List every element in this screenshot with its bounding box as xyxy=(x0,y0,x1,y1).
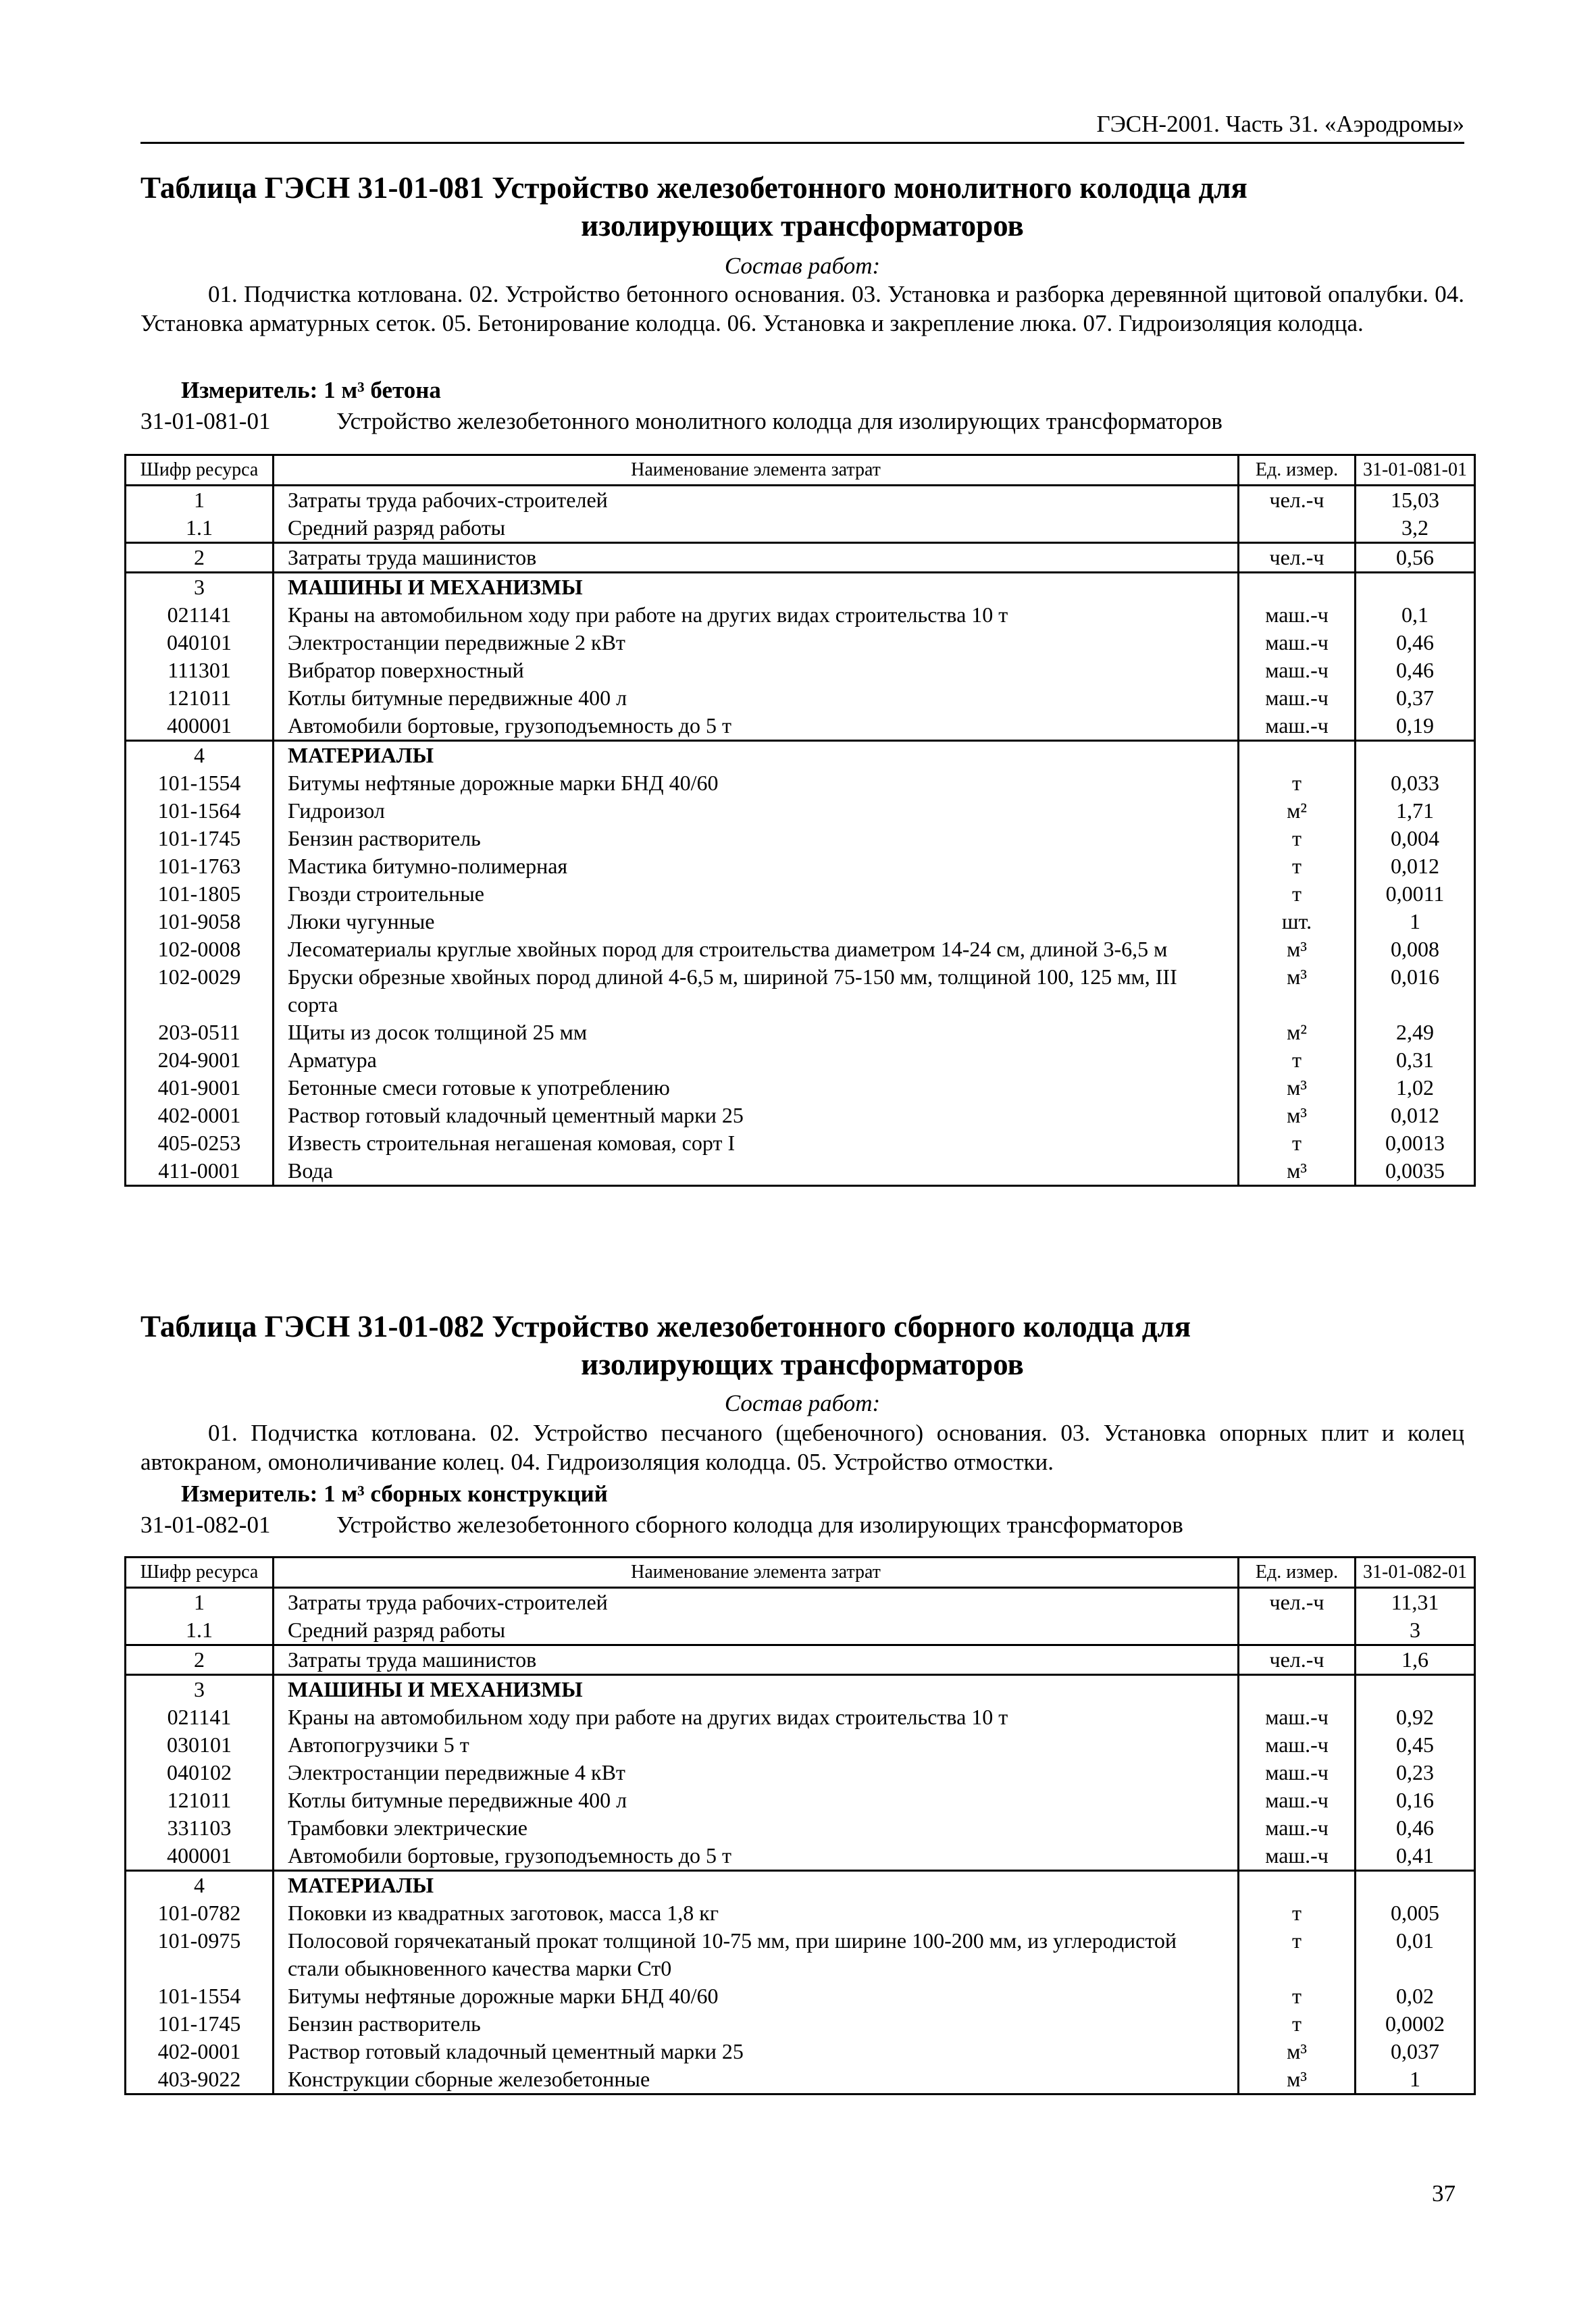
resource-code: 102-0008 xyxy=(157,937,241,961)
resource-name: Раствор готовый кладочный цементный марки 25 xyxy=(274,2038,1239,2065)
resource-value: 0,46 xyxy=(1356,1814,1475,1842)
resource-name: Краны на автомобильном ходу при работе на других видах строительства 10 т xyxy=(274,1703,1239,1731)
resource-value: 0,02 xyxy=(1356,1982,1475,2010)
resource-value: 0,008 xyxy=(1356,935,1475,963)
resource-value: 0,45 xyxy=(1356,1731,1475,1759)
table-row xyxy=(126,741,1475,770)
resource-unit: т xyxy=(1239,2010,1356,2038)
resource-name: Известь строительная негашеная комовая, сорт I xyxy=(274,1129,1239,1157)
resource-name: Автомобили бортовые, грузоподъемность до 5 т xyxy=(274,712,1239,741)
resource-unit: маш.-ч xyxy=(1239,1814,1356,1842)
resource-code: 101-1763 xyxy=(157,854,241,878)
resource-unit: м² xyxy=(1239,1019,1356,1046)
resource-name: Вода xyxy=(274,1157,1239,1186)
resource-code: 400001 xyxy=(167,713,232,738)
resource-value: 0,0002 xyxy=(1356,2010,1475,2038)
resource-code: 405-0253 xyxy=(157,1131,241,1155)
resource-unit: т xyxy=(1239,825,1356,852)
col-name-header: Наименование элемента затрат xyxy=(274,455,1239,486)
resource-name: Полосовой горячекатаный прокат толщиной 10-75 мм, при ширине 100-200 мм, из углеродистой стали обыкновенного качества марки Ст0 xyxy=(274,1927,1239,1982)
resource-unit: м³ xyxy=(1239,1102,1356,1129)
table-row xyxy=(126,1786,1475,1814)
resource-name: Бруски обрезные хвойных пород длиной 4-6,5 м, шириной 75-150 мм, толщиной 100, 125 мм, III сорта xyxy=(274,963,1239,1019)
sostav-label: Состав работ: xyxy=(724,1390,881,1416)
resource-code: 101-1745 xyxy=(157,2011,241,2036)
resource-code: 101-1564 xyxy=(157,798,241,823)
resource-unit xyxy=(1239,741,1356,770)
resource-value: 1,02 xyxy=(1356,1074,1475,1102)
resource-unit: м³ xyxy=(1239,1157,1356,1186)
resource-unit: т xyxy=(1239,880,1356,908)
resource-name: Конструкции сборные железобетонные xyxy=(274,2065,1239,2094)
resource-value: 0,16 xyxy=(1356,1786,1475,1814)
resource-value: 3,2 xyxy=(1356,514,1475,543)
sostav-label: Состав работ: xyxy=(724,253,881,279)
resource-value: 3 xyxy=(1356,1616,1475,1645)
resource-value: 0,92 xyxy=(1356,1703,1475,1731)
table-row xyxy=(126,880,1475,908)
resource-unit: м³ xyxy=(1239,2038,1356,2065)
col-unit-header: Ед. измер. xyxy=(1239,1558,1356,1588)
table-row xyxy=(126,825,1475,852)
resource-value: 0,37 xyxy=(1356,684,1475,712)
resource-code: 403-9022 xyxy=(157,2067,241,2091)
table-row xyxy=(126,2038,1475,2065)
sostav-text: 01. Подчистка котлована. 02. Устройство песчаного (щебеночного) основания. 03. Установка опорных плит и колец автокраном, омоноличивание колец. 04. Гидроизоляция колодца. 05. Устройство отмостки. xyxy=(140,1420,1464,1475)
resource-code: 111301 xyxy=(168,658,231,682)
resource-name: Люки чугунные xyxy=(274,908,1239,935)
resource-code: 101-1554 xyxy=(157,1984,241,2008)
resource-unit: м³ xyxy=(1239,963,1356,1019)
col-unit-header: Ед. измер. xyxy=(1239,455,1356,486)
table-header xyxy=(126,455,1475,486)
table-row xyxy=(126,543,1475,573)
resource-value xyxy=(1356,1675,1475,1704)
resource-table xyxy=(124,454,1476,1187)
col-value-header: 31-01-082-01 xyxy=(1356,1558,1475,1588)
resource-value: 0,46 xyxy=(1356,657,1475,684)
resource-code: 402-0001 xyxy=(157,2039,241,2063)
running-header xyxy=(140,108,1464,144)
resource-code: 101-0975 xyxy=(157,1928,241,1953)
resource-value: 0,012 xyxy=(1356,1102,1475,1129)
resource-code: 400001 xyxy=(167,1843,232,1868)
table-row xyxy=(126,1588,1475,1617)
resource-unit: м³ xyxy=(1239,935,1356,963)
resource-value: 0,0035 xyxy=(1356,1157,1475,1186)
norm-line xyxy=(140,408,1222,435)
table-row xyxy=(126,1675,1475,1704)
resource-name: Котлы битумные передвижные 400 л xyxy=(274,684,1239,712)
resource-value: 1 xyxy=(1356,2065,1475,2094)
resource-code: 3 xyxy=(126,573,274,602)
resource-value: 1,6 xyxy=(1356,1645,1475,1675)
table-row xyxy=(126,1899,1475,1927)
resource-code: 1 xyxy=(126,486,274,515)
resource-unit: маш.-ч xyxy=(1239,1759,1356,1786)
resource-unit: м³ xyxy=(1239,1074,1356,1102)
table-row xyxy=(126,1731,1475,1759)
resource-code: 101-9058 xyxy=(157,909,241,933)
resource-code: 401-9001 xyxy=(157,1075,241,1100)
col-code-header: Шифр ресурса xyxy=(126,1558,274,1588)
table-row xyxy=(126,935,1475,963)
table-row xyxy=(126,1759,1475,1786)
table-row xyxy=(126,852,1475,880)
resource-name: Гвозди строительные xyxy=(274,880,1239,908)
resource-name: Краны на автомобильном ходу при работе на других видах строительства 10 т xyxy=(274,601,1239,629)
resource-code: 203-0511 xyxy=(158,1020,240,1044)
resource-value: 11,31 xyxy=(1356,1588,1475,1617)
resource-value: 0,004 xyxy=(1356,825,1475,852)
resource-name: Электростанции передвижные 4 кВт xyxy=(274,1759,1239,1786)
table-row xyxy=(126,657,1475,684)
table-row xyxy=(126,684,1475,712)
table-row xyxy=(126,2065,1475,2094)
resource-name: Щиты из досок толщиной 25 мм xyxy=(274,1019,1239,1046)
resource-value: 2,49 xyxy=(1356,1019,1475,1046)
resource-name: Гидроизол xyxy=(274,797,1239,825)
resource-name: Вибратор поверхностный xyxy=(274,657,1239,684)
resource-unit xyxy=(1239,1616,1356,1645)
norm-name: Устройство железобетонного монолитного колодца для изолирующих трансформаторов xyxy=(336,408,1222,434)
resource-code: 4 xyxy=(126,1871,274,1900)
header-text: ГЭСН-2001. Часть 31. «Аэродромы» xyxy=(1096,111,1464,137)
resource-unit: чел.-ч xyxy=(1239,1588,1356,1617)
resource-table xyxy=(124,1556,1476,2095)
resource-name: Средний разряд работы xyxy=(274,514,1239,543)
table-row xyxy=(126,1616,1475,1645)
resource-unit: т xyxy=(1239,1129,1356,1157)
resource-code: 1.1 xyxy=(186,1618,213,1642)
resource-value: 0,012 xyxy=(1356,852,1475,880)
resource-value: 0,01 xyxy=(1356,1927,1475,1982)
table-row xyxy=(126,1074,1475,1102)
resource-code: 101-1554 xyxy=(157,771,241,795)
resource-unit: маш.-ч xyxy=(1239,629,1356,657)
resource-value: 0,0011 xyxy=(1356,880,1475,908)
title-line-2: изолирующих трансформаторов xyxy=(581,1347,1024,1381)
resource-code: 040102 xyxy=(167,1760,232,1784)
resource-unit: чел.-ч xyxy=(1239,486,1356,515)
table-row xyxy=(126,1046,1475,1074)
resource-code: 021141 xyxy=(167,602,232,627)
resource-unit: чел.-ч xyxy=(1239,1645,1356,1675)
resource-name: Мастика битумно-полимерная xyxy=(274,852,1239,880)
resource-name: Арматура xyxy=(274,1046,1239,1074)
resource-code: 121011 xyxy=(167,1788,232,1812)
resource-code: 121011 xyxy=(167,686,232,710)
resource-unit: маш.-ч xyxy=(1239,1703,1356,1731)
resource-name: Затраты труда машинистов xyxy=(274,543,1239,573)
resource-code: 3 xyxy=(126,1675,274,1704)
resource-name: Автомобили бортовые, грузоподъемность до 5 т xyxy=(274,1842,1239,1871)
resource-unit: маш.-ч xyxy=(1239,1786,1356,1814)
resource-name: Бензин растворитель xyxy=(274,825,1239,852)
resource-name: МАШИНЫ И МЕХАНИЗМЫ xyxy=(274,1675,1239,1704)
resource-unit: маш.-ч xyxy=(1239,1731,1356,1759)
resource-unit: т xyxy=(1239,1927,1356,1982)
resource-code: 402-0001 xyxy=(157,1103,241,1127)
resource-value xyxy=(1356,741,1475,770)
table-row xyxy=(126,1157,1475,1186)
resource-value: 0,1 xyxy=(1356,601,1475,629)
resource-value: 0,19 xyxy=(1356,712,1475,741)
resource-unit: м² xyxy=(1239,797,1356,825)
resource-code: 101-1805 xyxy=(157,881,241,906)
resource-value: 1 xyxy=(1356,908,1475,935)
resource-value: 0,41 xyxy=(1356,1842,1475,1871)
resource-value: 0,037 xyxy=(1356,2038,1475,2065)
resource-unit: маш.-ч xyxy=(1239,712,1356,741)
table-row xyxy=(126,573,1475,602)
resource-value: 0,31 xyxy=(1356,1046,1475,1074)
col-value-header: 31-01-081-01 xyxy=(1356,455,1475,486)
norm-code: 31-01-082-01 xyxy=(140,1512,271,1538)
measure: Измеритель: 1 м³ бетона xyxy=(181,377,441,403)
table-row xyxy=(126,1019,1475,1046)
resource-value: 0,005 xyxy=(1356,1899,1475,1927)
resource-name: МАТЕРИАЛЫ xyxy=(274,1871,1239,1900)
col-code-header: Шифр ресурса xyxy=(126,455,274,486)
norm-code: 31-01-081-01 xyxy=(140,408,271,434)
table-row xyxy=(126,908,1475,935)
resource-unit xyxy=(1239,514,1356,543)
resource-name: Средний разряд работы xyxy=(274,1616,1239,1645)
col-name-header: Наименование элемента затрат xyxy=(274,1558,1239,1588)
table-row xyxy=(126,601,1475,629)
table-row xyxy=(126,1871,1475,1900)
resource-name: МАШИНЫ И МЕХАНИЗМЫ xyxy=(274,573,1239,602)
table-row xyxy=(126,712,1475,741)
page-number: 37 xyxy=(1432,2180,1456,2207)
resource-code: 331103 xyxy=(167,1816,232,1840)
table-row xyxy=(126,1102,1475,1129)
resource-value: 0,016 xyxy=(1356,963,1475,1019)
resource-unit: т xyxy=(1239,1046,1356,1074)
table-row xyxy=(126,1645,1475,1675)
table-row xyxy=(126,1927,1475,1982)
resource-unit: т xyxy=(1239,1899,1356,1927)
resource-value: 15,03 xyxy=(1356,486,1475,515)
resource-unit xyxy=(1239,1871,1356,1900)
table-row xyxy=(126,2010,1475,2038)
resource-name: Раствор готовый кладочный цементный марки 25 xyxy=(274,1102,1239,1129)
title-line-1: Таблица ГЭСН 31-01-082 Устройство железобетонного сборного колодца для xyxy=(140,1310,1191,1343)
table-row xyxy=(126,1982,1475,2010)
table-row xyxy=(126,1814,1475,1842)
resource-name: Поковки из квадратных заготовок, масса 1,8 кг xyxy=(274,1899,1239,1927)
table-row xyxy=(126,1129,1475,1157)
resource-code: 021141 xyxy=(167,1705,232,1729)
resource-value: 0,033 xyxy=(1356,769,1475,797)
resource-unit: шт. xyxy=(1239,908,1356,935)
resource-code: 101-0782 xyxy=(157,1901,241,1925)
resource-code: 2 xyxy=(126,1645,274,1675)
resource-code: 102-0029 xyxy=(157,965,241,989)
resource-unit: т xyxy=(1239,1982,1356,2010)
resource-name: Бензин растворитель xyxy=(274,2010,1239,2038)
resource-unit: т xyxy=(1239,852,1356,880)
table-row xyxy=(126,1842,1475,1871)
resource-name: Электростанции передвижные 2 кВт xyxy=(274,629,1239,657)
resource-code: 411-0001 xyxy=(158,1158,240,1183)
norm-line xyxy=(140,1512,1183,1539)
resource-unit: маш.-ч xyxy=(1239,684,1356,712)
resource-code: 2 xyxy=(126,543,274,573)
resource-name: Битумы нефтяные дорожные марки БНД 40/60 xyxy=(274,1982,1239,2010)
table-row xyxy=(126,797,1475,825)
resource-value: 0,23 xyxy=(1356,1759,1475,1786)
norm-name: Устройство железобетонного сборного колодца для изолирующих трансформаторов xyxy=(336,1512,1183,1538)
table-row xyxy=(126,963,1475,1019)
resource-value: 1,71 xyxy=(1356,797,1475,825)
resource-code: 1 xyxy=(126,1588,274,1617)
resource-name: Автопогрузчики 5 т xyxy=(274,1731,1239,1759)
resource-value: 0,0013 xyxy=(1356,1129,1475,1157)
resource-value xyxy=(1356,1871,1475,1900)
resource-name: Котлы битумные передвижные 400 л xyxy=(274,1786,1239,1814)
resource-code: 030101 xyxy=(167,1732,232,1757)
resource-value: 0,46 xyxy=(1356,629,1475,657)
resource-unit: маш.-ч xyxy=(1239,657,1356,684)
resource-name: Затраты труда рабочих-строителей xyxy=(274,486,1239,515)
resource-unit: маш.-ч xyxy=(1239,601,1356,629)
table-row xyxy=(126,1703,1475,1731)
resource-unit: чел.-ч xyxy=(1239,543,1356,573)
resource-code: 1.1 xyxy=(186,515,213,540)
resource-code: 040101 xyxy=(167,630,232,654)
table-title-1 xyxy=(140,169,1464,245)
table-row xyxy=(126,629,1475,657)
table-row xyxy=(126,514,1475,543)
resource-name: Битумы нефтяные дорожные марки БНД 40/60 xyxy=(274,769,1239,797)
resource-unit xyxy=(1239,573,1356,602)
title-line-2: изолирующих трансформаторов xyxy=(581,209,1024,242)
resource-code: 204-9001 xyxy=(157,1048,241,1072)
resource-name: Затраты труда машинистов xyxy=(274,1645,1239,1675)
title-line-1: Таблица ГЭСН 31-01-081 Устройство железобетонного монолитного колодца для xyxy=(140,171,1247,205)
resource-unit: т xyxy=(1239,769,1356,797)
resource-unit xyxy=(1239,1675,1356,1704)
resource-name: Трамбовки электрические xyxy=(274,1814,1239,1842)
sostav-text: 01. Подчистка котлована. 02. Устройство бетонного основания. 03. Установка и разборка деревянной щитовой опалубки. 04. Установка арматурных сеток. 05. Бетонирование колодца. 06. Установка и закрепление люка. 07. Гидроизоляция колодца. xyxy=(140,281,1464,336)
resource-unit: м³ xyxy=(1239,2065,1356,2094)
resource-value xyxy=(1356,573,1475,602)
resource-name: Бетонные смеси готовые к употреблению xyxy=(274,1074,1239,1102)
resource-code: 4 xyxy=(126,741,274,770)
table-row xyxy=(126,769,1475,797)
table-title-2 xyxy=(140,1308,1464,1383)
resource-name: Затраты труда рабочих-строителей xyxy=(274,1588,1239,1617)
resource-code: 101-1745 xyxy=(157,826,241,850)
measure: Измеритель: 1 м³ сборных конструкций xyxy=(181,1481,608,1507)
resource-unit: маш.-ч xyxy=(1239,1842,1356,1871)
resource-name: МАТЕРИАЛЫ xyxy=(274,741,1239,770)
resource-value: 0,56 xyxy=(1356,543,1475,573)
table-row xyxy=(126,486,1475,515)
resource-name: Лесоматериалы круглые хвойных пород для строительства диаметром 14-24 см, длиной 3-6,5 м xyxy=(274,935,1239,963)
table-header xyxy=(126,1558,1475,1588)
